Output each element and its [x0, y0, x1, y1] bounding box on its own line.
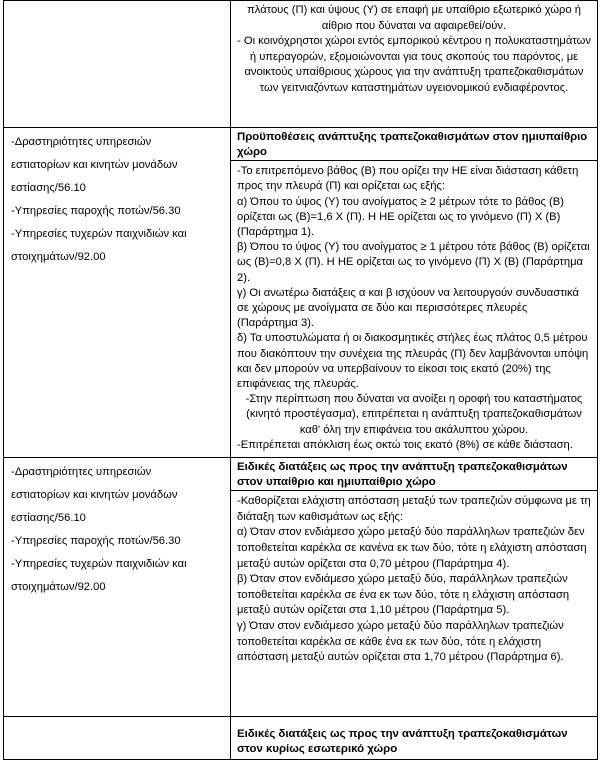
- table-row: [4, 1, 598, 128]
- activity-line: -Υπηρεσίες παροχής ποτών/56.30: [11, 535, 181, 547]
- section-heading: Ειδικές διατάξεις ως προς την ανάπτυξη τραπεζοκαθισμάτων στον κυρίως εσωτερικό χώρο: [237, 728, 568, 755]
- provision-paragraph: -Καθορίζεται ελάχιστη απόσταση μεταξύ των τραπεζιών σύμφωνα με τη διάταξη των καθισμάτων ως εξής:: [237, 495, 591, 523]
- table-row: [4, 128, 598, 458]
- activity-line: εστιατορίων και κινητών μονάδων: [11, 489, 178, 501]
- activity-line: εστιατορίων και κινητών μονάδων: [11, 159, 178, 171]
- provision-cell: [231, 458, 598, 717]
- activity-line: εστίασης/56.10: [11, 182, 86, 194]
- provision-paragraph: δ) Τα υποστυλώματα ή οι διακοσμητικές στήλες έως πλάτος 0,5 μέτρου που διακόπτουν την συνέχεια της πλευράς (Π) δεν λαμβάνονται υπόψη και δεν μπορούν να υπερβαίνουν το είκοσι τοις εκατό (20%) της επιφάνειας της πλευράς.: [237, 332, 589, 391]
- regulation-table: [3, 0, 598, 760]
- provision-cell: [231, 128, 598, 458]
- provision-cell: [231, 717, 598, 760]
- activity-line: -Υπηρεσίες τυχερών παιχνιδιών και: [11, 558, 187, 570]
- provision-paragraph: - Οι κοινόχρηστοι χώροι εντός εμπορικού κέντρου η πολυκαταστημάτων ή υπεραγορών, εξομοιώνονται για τους σκοπούς του παρόντος, με ανοικτούς υπαίθριους χώρους για την ανάπτυξη τραπεζοκαθισμάτων των γειτνιαζόντων καταστημάτων υγειονομικού ενδιαφέροντος.: [237, 35, 591, 94]
- provision-paragraph: α) Όπου το ύψος (Υ) του ανοίγματος ≥ 2 μέτρων τότε το βάθος (Β) ορίζεται ως (Β)=1,6 Χ (Π). Η ΗΕ ορίζεται ως το γινόμενο (Π) Χ (Β) (Παράρτημα 1).: [237, 195, 564, 238]
- provision-cell: [231, 1, 598, 128]
- activity-line: -Υπηρεσίες τυχερών παιχνιδιών και: [11, 228, 187, 240]
- activity-cell: [4, 1, 231, 128]
- section-heading: Ειδικές διατάξεις ως προς την ανάπτυξη τραπεζοκαθισμάτων στον υπαίθριο και ημιυπαίθριο χώρο: [231, 458, 597, 491]
- provision-paragraph: πλάτους (Π) και ύψους (Υ) σε επαφή με υπαίθριο εξωτερικό χώρο ή αίθριο που δύναται να αφαιρεθεί/ούν.: [247, 4, 581, 32]
- provision-paragraph: γ) Οι ανωτέρω διατάξεις α και β ισχύουν να λειτουργούν συνδυαστικά σε χώρους με ανοίγματα σε δύο και περισσότερες πλευρές (Παράρτημα 3).: [237, 286, 579, 330]
- activity-line: στοιχημάτων/92.00: [11, 251, 106, 263]
- provision-paragraph: -Στην περίπτωση που δύναται να ανοίξει η οροφή του καταστήματος (κινητό προστέγασμα), επιτρέπεται η ανάπτυξη τραπεζοκαθισμάτων καθ' όλη την επιφάνεια του ακάλυπτου χώρου.: [245, 393, 583, 436]
- activity-line: -Δραστηριότητες υπηρεσιών: [11, 136, 152, 148]
- provision-paragraph: γ) Όταν στον ενδιάμεσο χώρο μεταξύ δύο παράλληλων τραπεζιών τοποθετείται καρέκλα σε κάθε ένα εκ των δύο, τότε η ελάχιστη απόσταση μεταξύ αυτών ορίζεται στα 1,70 μέτρου (Παράρτημα 6).: [237, 619, 564, 664]
- provision-paragraph: -Επιτρέπεται απόκλιση έως οκτώ τοις εκατό (8%) σε κάθε διάσταση.: [237, 438, 573, 451]
- activity-line: στοιχημάτων/92.00: [11, 581, 106, 593]
- activity-line: εστίασης/56.10: [11, 512, 86, 524]
- activity-line: -Δραστηριότητες υπηρεσιών: [11, 466, 152, 478]
- table-row: [4, 717, 598, 760]
- table-row: [4, 458, 598, 717]
- provision-paragraph: α) Όταν στον ενδιάμεσο χώρο μεταξύ δύο παράλληλων τραπεζιών δεν τοποθετείται καρέκλα σε κανένα εκ των δύο, τότε η ελάχιστη απόσταση μεταξύ αυτών ορίζεται στα 0,70 μέτρου (Παράρτημα 4).: [237, 526, 587, 570]
- activity-cell: [4, 128, 231, 458]
- provision-paragraph: β) Όπου το ύψος (Υ) του ανοίγματος ≥ 1 μέτρου τότε βάθος (Β) ορίζεται ως (Β)=0,8 Χ (Π). Η ΗΕ ορίζεται ως το γινόμενο (Π) Χ (Β) (Παράρτημα 2).: [237, 241, 590, 284]
- provision-paragraph: β) Όταν στον ενδιάμεσο χώρο μεταξύ δύο, παράλληλων τραπεζιών τοποθετείται καρέκλα σε ένα εκ των δύο, τότε η ελάχιστη απόσταση μεταξύ αυτών ορίζεται στα 1,10 μέτρου (Παράρτημα 5).: [237, 573, 570, 617]
- activity-cell: [4, 458, 231, 717]
- provision-paragraph: -Το επιτρεπόμενο βάθος (Β) που ορίζει την ΗΕ είναι διάσταση κάθετη προς την πλευρά (Π) και ορίζεται ως εξής:: [237, 165, 579, 193]
- section-heading: Προϋποθέσεις ανάπτυξης τραπεζοκαθισμάτων στον ημιυπαίθριο χώρο: [231, 128, 597, 161]
- activity-line: -Υπηρεσίες παροχής ποτών/56.30: [11, 205, 181, 217]
- activity-cell: [4, 717, 231, 760]
